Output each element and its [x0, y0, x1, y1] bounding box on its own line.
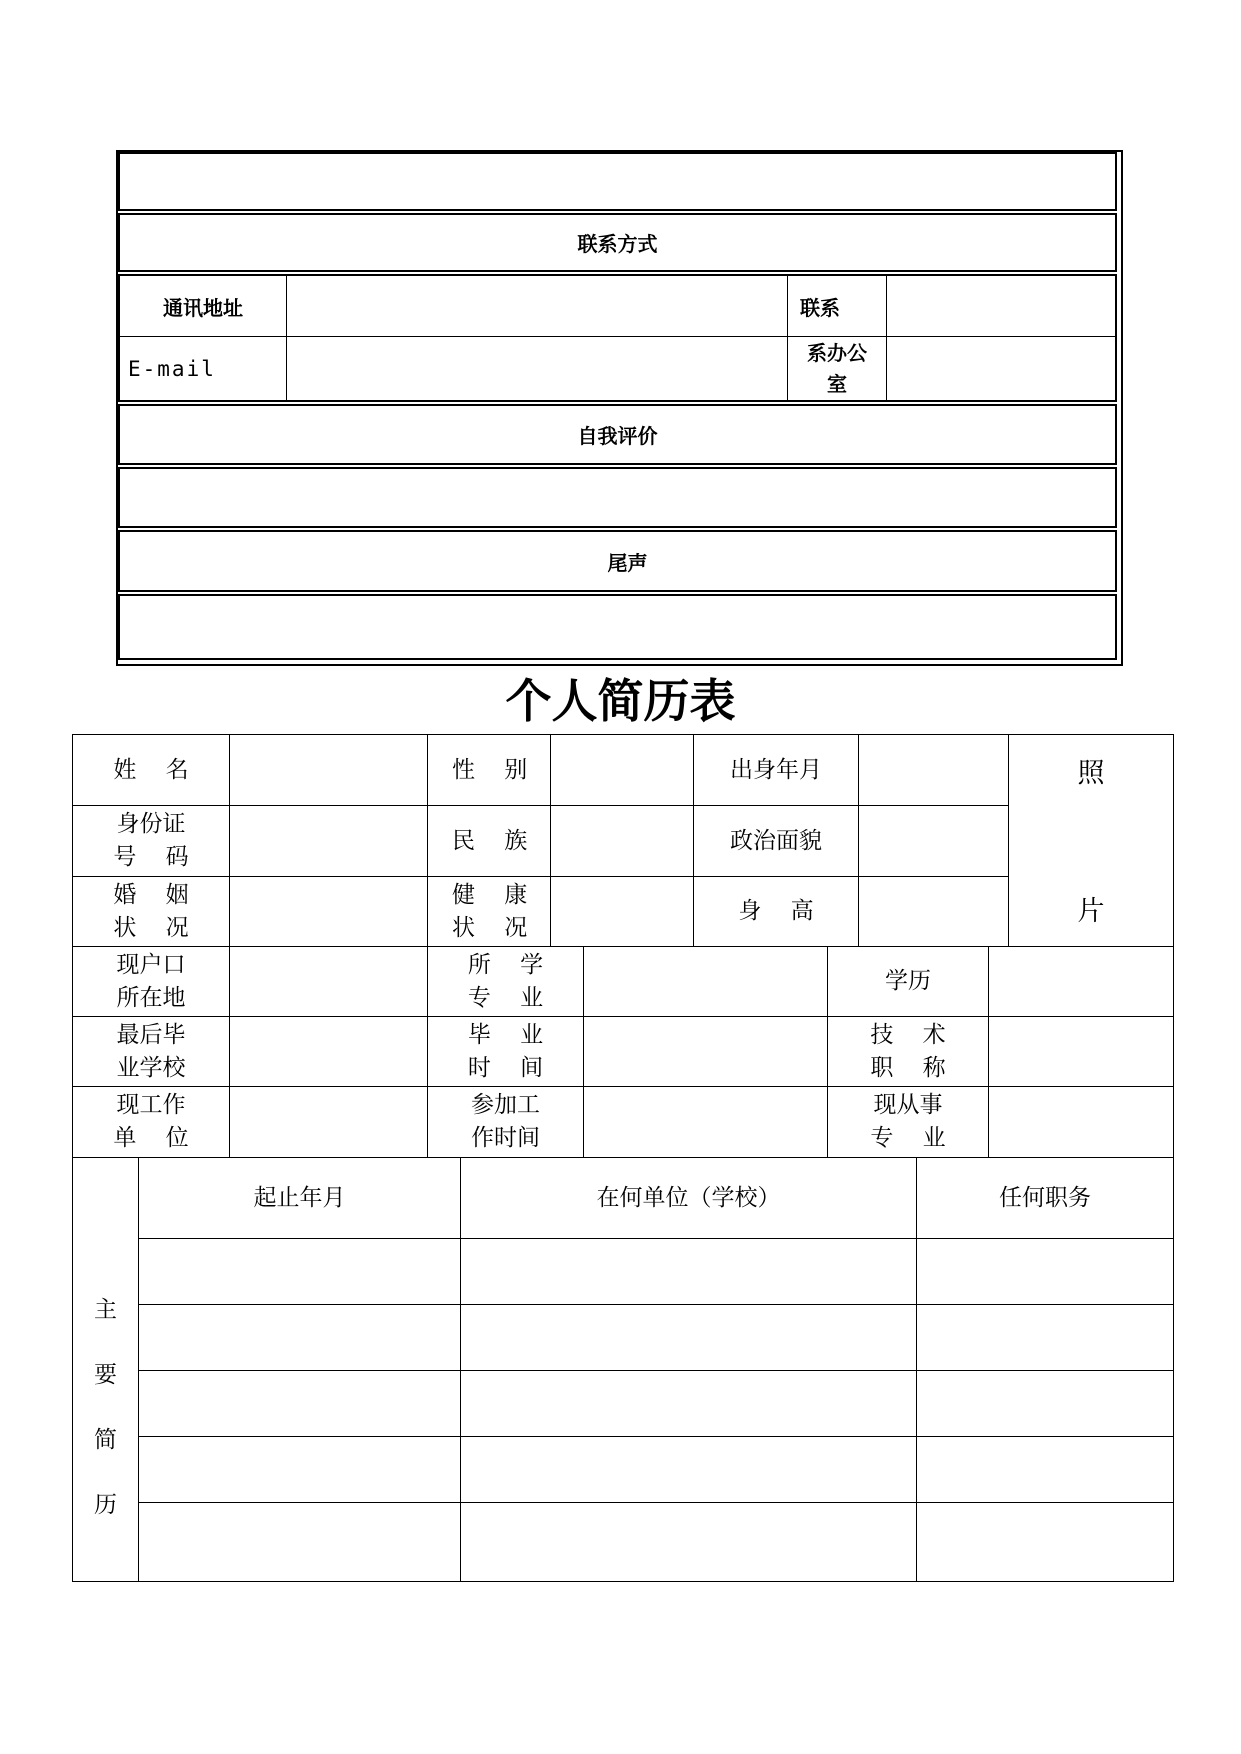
history-row-1-org[interactable]: [461, 1239, 916, 1304]
history-row-3-period[interactable]: [139, 1371, 460, 1436]
contact-fields-box: [118, 274, 1117, 402]
birth-label: 出身年月: [730, 756, 822, 783]
history-row-4-org[interactable]: [461, 1437, 916, 1502]
employer-field[interactable]: [230, 1087, 427, 1157]
history-row-4-period[interactable]: [139, 1437, 460, 1502]
photo-box[interactable]: [1009, 735, 1173, 946]
graduation-field[interactable]: [584, 1017, 827, 1086]
history-row-2-period[interactable]: [139, 1305, 460, 1370]
photo-label-bottom: 片: [1077, 896, 1105, 927]
history-row-1-period[interactable]: [139, 1239, 460, 1304]
tech-title-label: 技 术 职 称: [870, 1021, 946, 1081]
history-row-1-position[interactable]: [917, 1239, 1173, 1304]
name-field[interactable]: [230, 735, 427, 805]
politics-label: 政治面貌: [730, 827, 822, 854]
ethnicity-label: 民 族: [452, 827, 528, 854]
hukou-label: 现户口 所在地: [116, 951, 186, 1011]
tech-title-field[interactable]: [989, 1017, 1173, 1086]
history-row-5-org[interactable]: [461, 1503, 916, 1581]
address-field[interactable]: [287, 276, 787, 336]
graduation-label: 毕 业 时 间: [467, 1021, 544, 1081]
self-eval-heading-box: [118, 404, 1117, 465]
resume-table: [72, 734, 1174, 1582]
height-label: 身 高: [738, 898, 814, 924]
hukou-field[interactable]: [230, 947, 427, 1016]
politics-field[interactable]: [859, 806, 1008, 876]
school-label: 最后毕 业学校: [116, 1021, 186, 1081]
gender-label: 性 别: [452, 756, 528, 783]
contact-heading: 联系方式: [577, 232, 658, 256]
id-label: 身份证 号 码: [113, 811, 189, 870]
ethnicity-field[interactable]: [551, 806, 693, 876]
work-start-field[interactable]: [584, 1087, 827, 1157]
office-label: 系办公室: [807, 340, 867, 396]
history-row-5-period[interactable]: [139, 1503, 460, 1581]
current-field-label: 现从事 专 业: [870, 1092, 946, 1151]
history-row-2-position[interactable]: [917, 1305, 1173, 1370]
name-label: 姓 名: [113, 756, 189, 783]
page-title: 个人简历表: [505, 674, 736, 728]
contact-heading-box: [118, 213, 1117, 272]
self-eval-field[interactable]: [118, 467, 1117, 528]
closing-heading: 尾声: [607, 550, 648, 575]
marriage-label: 婚 姻 状 况: [113, 881, 189, 941]
history-col-period: 起止年月: [253, 1184, 346, 1211]
office-field[interactable]: [887, 337, 1115, 400]
health-label: 健 康 状 况: [452, 881, 528, 941]
health-field[interactable]: [551, 877, 693, 946]
history-row-2-org[interactable]: [461, 1305, 916, 1370]
height-field[interactable]: [859, 877, 1008, 946]
history-row-4-position[interactable]: [917, 1437, 1173, 1502]
gender-field[interactable]: [551, 735, 693, 805]
contact-table: [116, 150, 1123, 666]
history-side-label: 主 要 简 历: [94, 1297, 117, 1518]
education-label: 学历: [885, 968, 931, 994]
employer-label: 现工作 单 位: [113, 1092, 189, 1151]
email-label: E-mail: [128, 356, 216, 381]
address-label: 通讯地址: [163, 295, 243, 320]
history-row-3-position[interactable]: [917, 1371, 1173, 1436]
phone-field[interactable]: [887, 276, 1115, 336]
major-field[interactable]: [584, 947, 827, 1016]
school-field[interactable]: [230, 1017, 427, 1086]
major-label: 所 学 专 业: [467, 951, 544, 1011]
history-row-5-position[interactable]: [917, 1503, 1173, 1581]
self-eval-heading: 自我评价: [577, 424, 658, 448]
history-col-position: 任何职务: [999, 1184, 1091, 1211]
closing-heading-box: [118, 530, 1117, 592]
history-row-3-org[interactable]: [461, 1371, 916, 1436]
education-field[interactable]: [989, 947, 1173, 1016]
id-field[interactable]: [230, 806, 427, 876]
closing-field[interactable]: [118, 594, 1117, 660]
history-col-org: 在何单位（学校）: [596, 1184, 781, 1211]
photo-label-top: 照: [1077, 758, 1105, 789]
blank-header-box[interactable]: [118, 152, 1117, 211]
email-field[interactable]: [287, 337, 787, 400]
marriage-field[interactable]: [230, 877, 427, 946]
birth-field[interactable]: [859, 735, 1008, 805]
work-start-label: 参加工 作时间: [471, 1092, 540, 1151]
phone-label: 联系: [800, 295, 840, 320]
current-field-field[interactable]: [989, 1087, 1173, 1157]
